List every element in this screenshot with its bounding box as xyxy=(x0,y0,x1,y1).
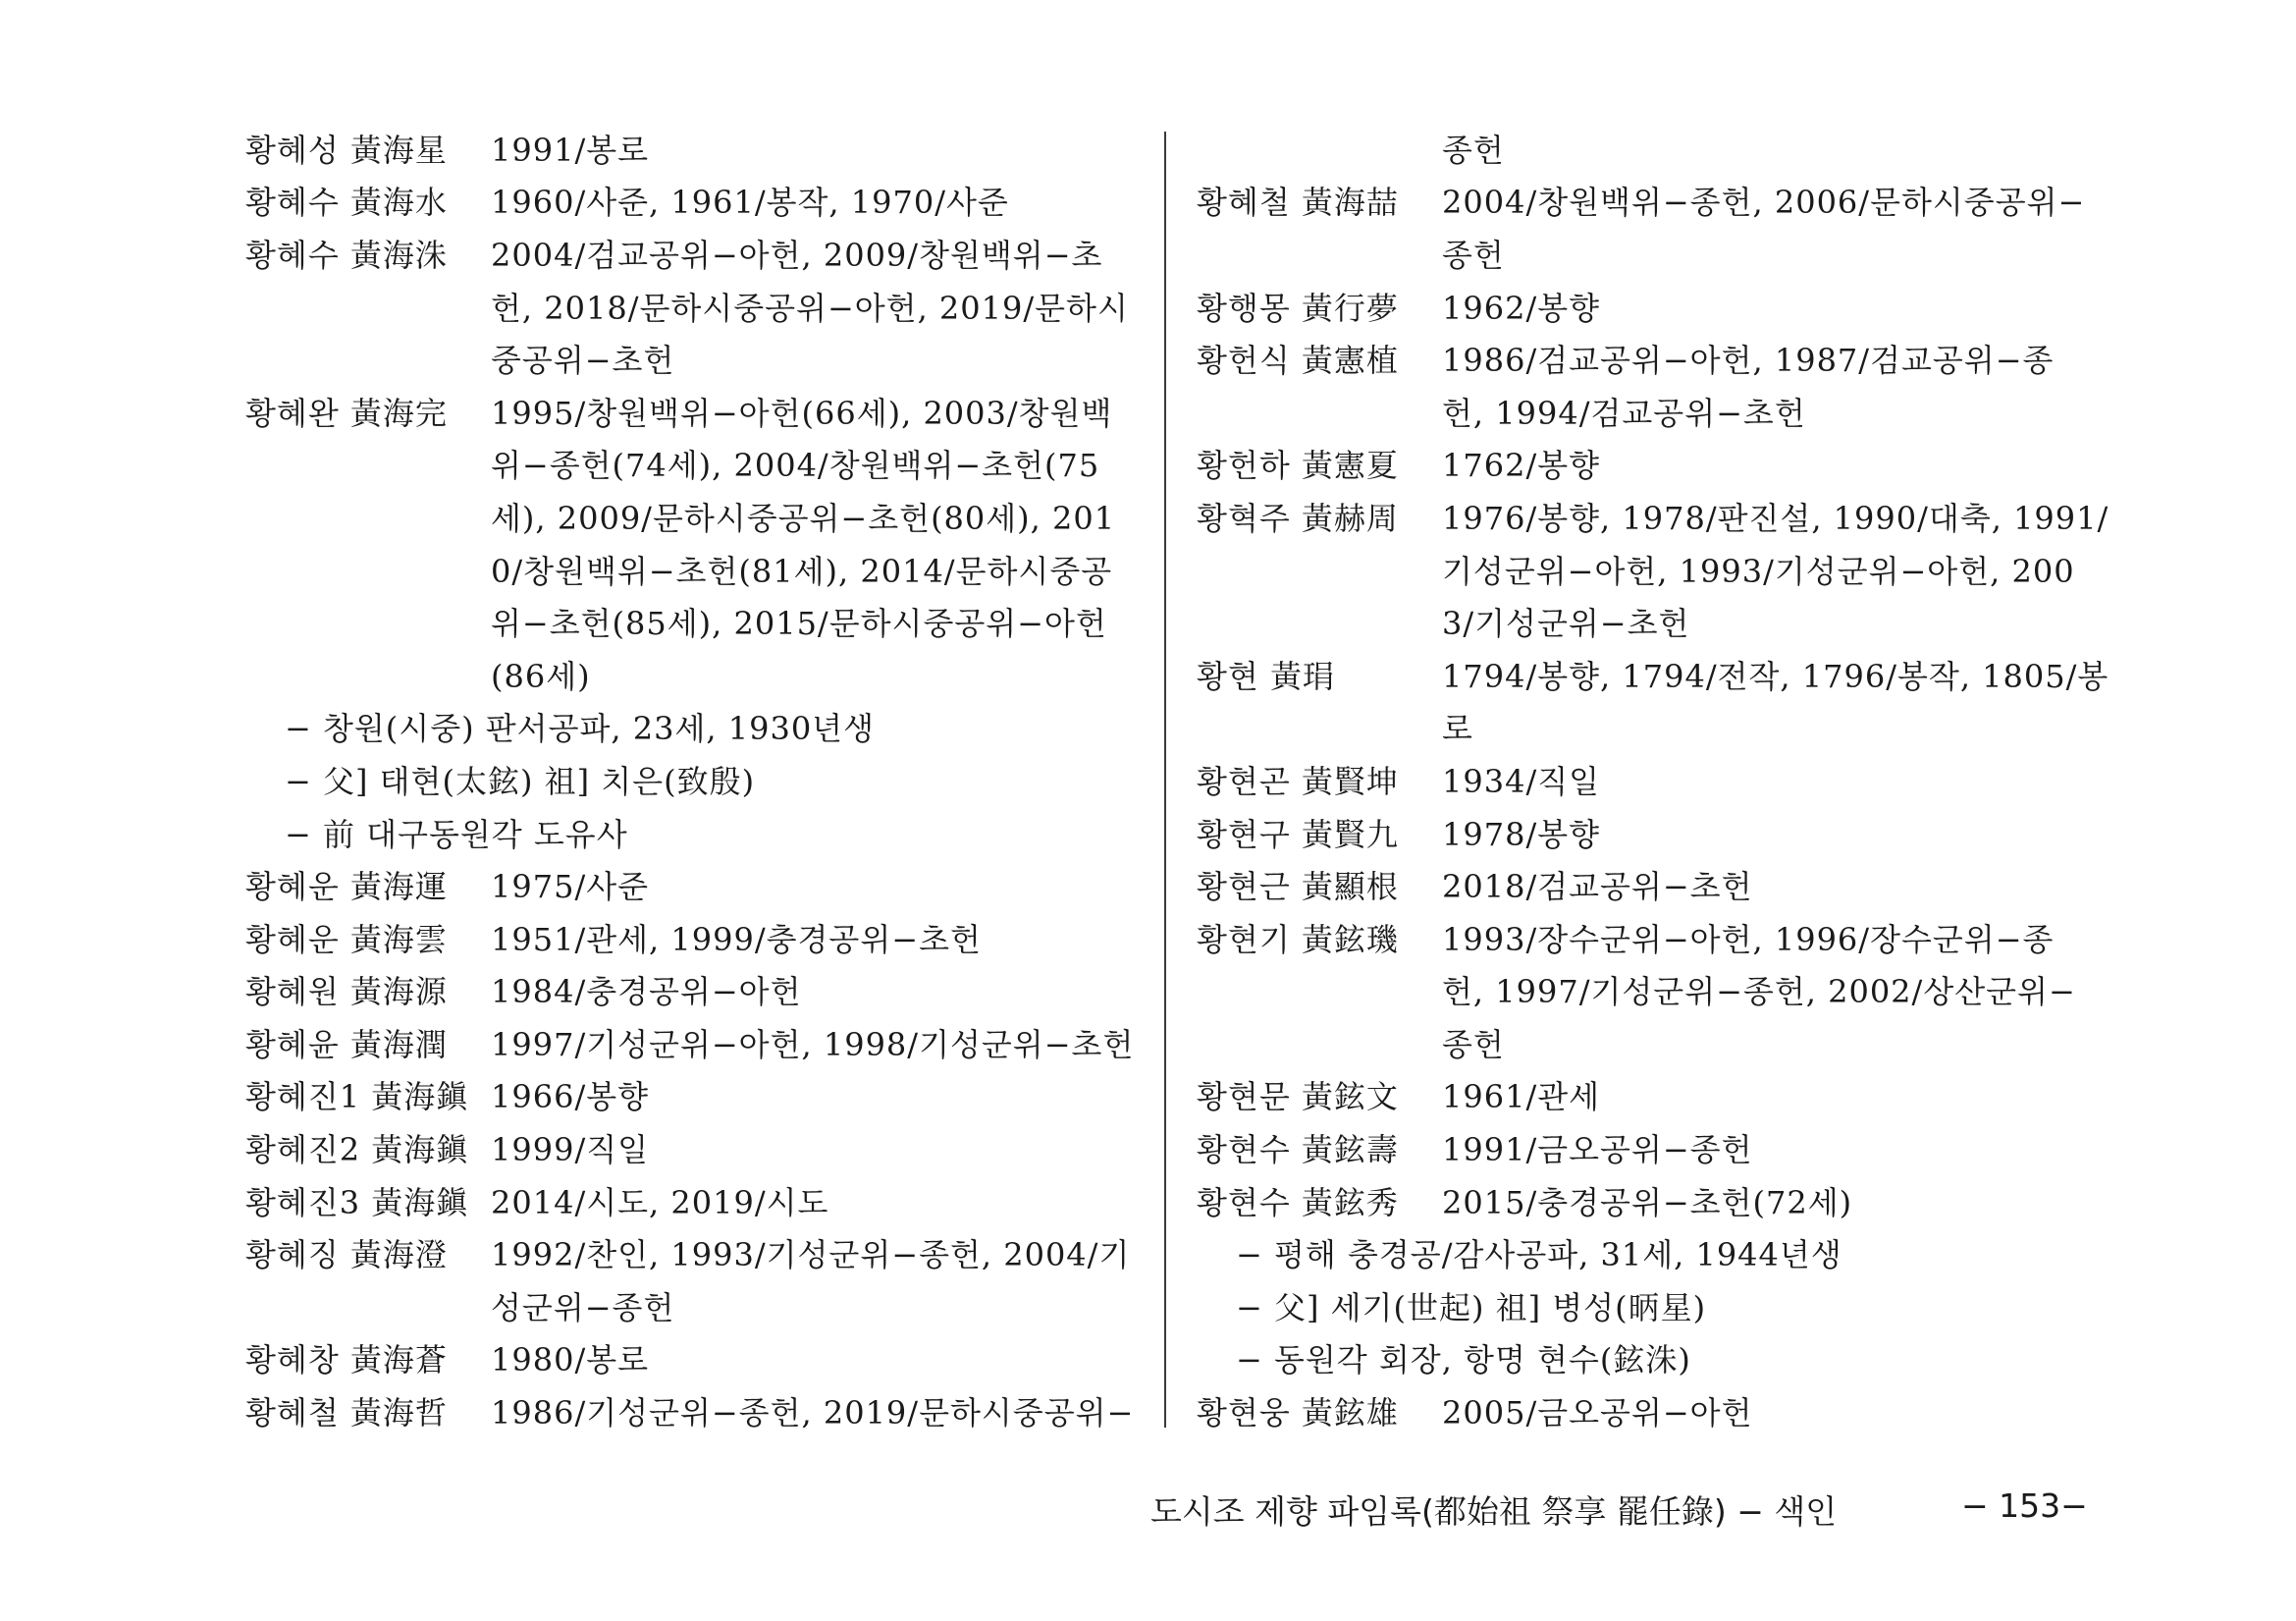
index-entry-line xyxy=(1197,1069,2090,1122)
index-entry-records: 종헌 xyxy=(1442,236,1505,274)
index-entry-name: 황혜진3 黃海鎭 xyxy=(245,1183,469,1221)
index-entry-records: 1966/봉향 xyxy=(491,1078,650,1116)
index-entry-line xyxy=(1197,595,2090,648)
index-entry-records: 1992/찬인, 1993/기성군위−종헌, 2004/기 xyxy=(491,1236,1131,1274)
index-entry-name: 황혜성 黃海星 xyxy=(245,131,448,169)
index-entry-records: 헌, 2018/문하시중공위−아헌, 2019/문하시 xyxy=(491,289,1129,327)
index-entry-records: 기성군위−아헌, 1993/기성군위−아헌, 200 xyxy=(1442,552,2075,590)
index-entry-records: 위−초헌(85세), 2015/문하시중공위−아헌 xyxy=(491,605,1107,643)
right-index-column xyxy=(1197,122,2109,1437)
index-entry-records: 1986/검교공위−아헌, 1987/검교공위−종 xyxy=(1442,342,2055,380)
index-entry-line xyxy=(1197,490,2109,543)
index-entry-line xyxy=(1197,911,2090,964)
index-note-line xyxy=(1197,1332,2090,1385)
index-entry-line xyxy=(245,911,1141,964)
index-entry-line xyxy=(1197,122,2090,175)
index-entry-name: 황현곤 黃賢坤 xyxy=(1197,762,1399,800)
index-entry-line xyxy=(1197,1384,2090,1437)
index-entry-line xyxy=(1197,175,2090,228)
index-entry-records: 1999/직일 xyxy=(491,1131,650,1169)
footer-title: 도시조 제향 파임록(都始祖 祭享 罷任錄) − 색인 xyxy=(1150,1492,1838,1531)
index-entry-line xyxy=(245,1279,1141,1332)
index-entry-line xyxy=(1197,438,2090,491)
index-entry-line xyxy=(245,227,1141,280)
index-entry-name: 황혜창 黃海蒼 xyxy=(245,1341,448,1379)
index-entry-records: 1762/봉향 xyxy=(1442,447,1601,485)
index-entry-line xyxy=(245,1016,1141,1069)
index-entry-line xyxy=(1197,1121,2090,1174)
index-entry-records: 1980/봉로 xyxy=(491,1341,650,1379)
index-note-line xyxy=(245,753,1141,806)
index-entry-records: 1991/금오공위−종헌 xyxy=(1442,1131,1753,1169)
index-entry-line xyxy=(1197,753,2090,806)
index-entry-line xyxy=(1197,701,2090,754)
index-entry-line xyxy=(245,1226,1141,1279)
index-entry-line xyxy=(245,543,1141,596)
index-entry-name: 황현구 黃賢九 xyxy=(1197,815,1399,853)
index-entry-name: 황혜원 黃海源 xyxy=(245,973,448,1011)
index-entry-line xyxy=(245,648,1141,701)
index-entry-line xyxy=(1197,806,2090,859)
index-entry-name: 황헌하 黃憲夏 xyxy=(1197,447,1399,485)
index-entry-name: 황혜징 黃海澄 xyxy=(245,1236,448,1274)
index-entry-name: 황혜윤 黃海潤 xyxy=(245,1025,448,1063)
index-entry-name: 황혜운 黃海雲 xyxy=(245,920,448,958)
index-entry-line xyxy=(245,1069,1141,1122)
index-entry-records: 2014/시도, 2019/시도 xyxy=(491,1183,829,1221)
column-divider xyxy=(1164,132,1166,1428)
index-entry-name: 황혜진2 黃海鎭 xyxy=(245,1131,469,1169)
index-note-text: − 창원(시중) 판서공파, 23세, 1930년생 xyxy=(285,710,876,748)
index-entry-name: 황혁주 黃赫周 xyxy=(1197,499,1399,537)
index-entry-name: 황현문 黃鉉文 xyxy=(1197,1078,1399,1116)
index-entry-records: 2005/금오공위−아헌 xyxy=(1442,1394,1753,1432)
index-entry-name: 황혜운 黃海運 xyxy=(245,868,448,906)
index-entry-line xyxy=(1197,1174,2090,1227)
index-entry-records: 3/기성군위−초헌 xyxy=(1442,605,1690,643)
index-entry-name: 황혜진1 黃海鎭 xyxy=(245,1078,469,1116)
index-entry-line xyxy=(245,438,1141,491)
index-entry-records: 1997/기성군위−아헌, 1998/기성군위−초헌 xyxy=(491,1025,1135,1063)
index-entry-name: 황혜철 黃海喆 xyxy=(1197,184,1399,222)
index-entry-records: 1961/관세 xyxy=(1442,1078,1601,1116)
index-entry-records: 성군위−종헌 xyxy=(491,1288,675,1326)
index-note-line xyxy=(245,806,1141,859)
index-entry-records: 1975/사준 xyxy=(491,868,650,906)
index-entry-line xyxy=(245,280,1141,333)
index-entry-line xyxy=(1197,385,2090,438)
index-entry-records: 1984/충경공위−아헌 xyxy=(491,973,802,1011)
index-entry-records: 0/창원백위−초헌(81세), 2014/문하시중공 xyxy=(491,552,1113,590)
index-entry-name: 황행몽 黃行夢 xyxy=(1197,289,1399,327)
index-entry-records: 1991/봉로 xyxy=(491,131,650,169)
index-entry-line xyxy=(245,1174,1141,1227)
index-entry-records: 1995/창원백위−아헌(66세), 2003/창원백 xyxy=(491,394,1113,432)
index-note-line xyxy=(245,701,1141,754)
index-entry-line xyxy=(245,964,1141,1017)
index-entry-name: 황현근 黃顯根 xyxy=(1197,868,1399,906)
index-entry-line xyxy=(245,1121,1141,1174)
index-entry-records: 로 xyxy=(1442,710,1473,748)
index-entry-line xyxy=(1197,964,2090,1017)
index-entry-records: (86세) xyxy=(491,657,591,695)
index-entry-name: 황현기 黃鉉璣 xyxy=(1197,920,1399,958)
index-entry-name: 황현웅 黃鉉雄 xyxy=(1197,1394,1399,1432)
index-entry-name: 황현수 黃鉉壽 xyxy=(1197,1131,1399,1169)
index-note-line xyxy=(1197,1226,2090,1279)
left-index-column xyxy=(245,122,1141,1437)
index-entry-records: 1993/장수군위−아헌, 1996/장수군위−종 xyxy=(1442,920,2055,958)
index-entry-records: 1962/봉향 xyxy=(1442,289,1601,327)
index-entry-records: 1934/직일 xyxy=(1442,762,1601,800)
index-entry-records: 2004/검교공위−아헌, 2009/창원백위−초 xyxy=(491,236,1103,274)
index-entry-name: 황혜수 黃海洙 xyxy=(245,236,448,274)
index-entry-line xyxy=(245,175,1141,228)
index-entry-records: 종헌 xyxy=(1442,131,1505,169)
index-entry-line xyxy=(245,332,1141,385)
index-entry-records: 1976/봉향, 1978/판진설, 1990/대축, 1991/ xyxy=(1442,499,2109,537)
index-entry-line xyxy=(1197,280,2090,333)
index-note-text: − 동원각 회장, 항명 현수(鉉洙) xyxy=(1236,1341,1691,1379)
index-entry-records: 세), 2009/문하시중공위−초헌(80세), 201 xyxy=(491,499,1116,537)
index-note-text: − 父] 태현(太鉉) 祖] 치은(致殷) xyxy=(285,762,756,800)
index-entry-records: 1986/기성군위−종헌, 2019/문하시중공위− xyxy=(491,1394,1135,1432)
index-entry-line xyxy=(1197,543,2090,596)
index-entry-line xyxy=(1197,227,2090,280)
index-note-text: − 前 대구동원각 도유사 xyxy=(285,815,628,853)
index-entry-records: 1960/사준, 1961/봉작, 1970/사준 xyxy=(491,184,1009,222)
index-entry-line xyxy=(245,595,1141,648)
index-entry-line xyxy=(245,1384,1141,1437)
index-entry-name: 황혜수 黃海水 xyxy=(245,184,448,222)
index-entry-records: 헌, 1994/검교공위−초헌 xyxy=(1442,394,1806,432)
index-entry-records: 위−종헌(74세), 2004/창원백위−초헌(75 xyxy=(491,447,1100,485)
index-note-text: − 父] 세기(世起) 祖] 병성(昞星) xyxy=(1236,1288,1707,1326)
index-entry-records: 2018/검교공위−초헌 xyxy=(1442,868,1753,906)
index-entry-name: 황현수 黃鉉秀 xyxy=(1197,1183,1399,1221)
index-entry-line xyxy=(245,122,1141,175)
page-number: − 153− xyxy=(1961,1486,2088,1525)
index-entry-records: 1978/봉향 xyxy=(1442,815,1601,853)
index-entry-records: 2004/창원백위−종헌, 2006/문하시중공위− xyxy=(1442,184,2086,222)
index-entry-name: 황헌식 黃憲植 xyxy=(1197,342,1399,380)
index-entry-line xyxy=(1197,1016,2090,1069)
index-entry-line xyxy=(245,858,1141,911)
index-entry-records: 2015/충경공위−초헌(72세) xyxy=(1442,1183,1853,1221)
index-entry-name: 황혜철 黃海哲 xyxy=(245,1394,448,1432)
index-entry-name: 황현 黃琄 xyxy=(1197,657,1335,695)
index-entry-line xyxy=(1197,858,2090,911)
index-entry-line xyxy=(245,490,1141,543)
index-entry-records: 중공위−초헌 xyxy=(491,342,675,380)
index-entry-name: 황혜완 黃海完 xyxy=(245,394,448,432)
index-entry-records: 종헌 xyxy=(1442,1025,1505,1063)
index-note-text: − 평해 충경공/감사공파, 31세, 1944년생 xyxy=(1236,1236,1842,1274)
index-entry-line xyxy=(1197,332,2090,385)
index-entry-line xyxy=(245,385,1141,438)
index-entry-records: 헌, 1997/기성군위−종헌, 2002/상산군위− xyxy=(1442,973,2076,1011)
index-note-line xyxy=(1197,1279,2090,1332)
index-entry-records: 1794/봉향, 1794/전작, 1796/봉작, 1805/봉 xyxy=(1442,657,2109,695)
index-entry-line xyxy=(1197,648,2109,701)
index-entry-records: 1951/관세, 1999/충경공위−초헌 xyxy=(491,920,982,958)
index-entry-line xyxy=(245,1332,1141,1385)
